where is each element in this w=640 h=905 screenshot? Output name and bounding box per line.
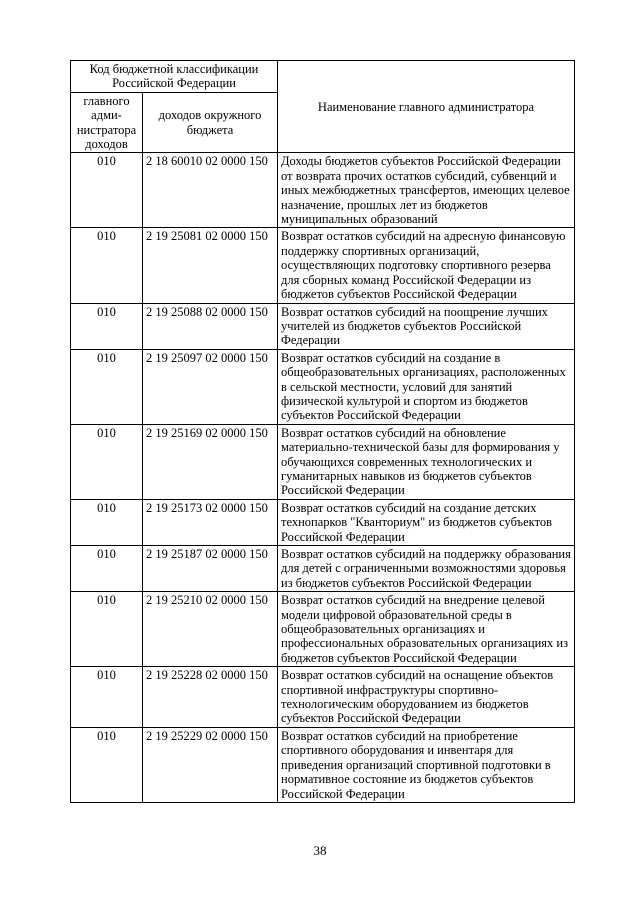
page-number: 38 bbox=[313, 843, 327, 858]
admin-code-cell: 010 bbox=[71, 424, 143, 499]
income-code-cell: 2 18 60010 02 0000 150 bbox=[143, 153, 278, 228]
admin-code-cell: 010 bbox=[71, 303, 143, 349]
administrator-name-cell: Возврат остатков субсидий на адресную финансовую поддержку спортивных организаций, осуществляющих подготовку спортивного резерва для сборных команд Российской Федерации из бюджетов субъектов Российской Федерации bbox=[278, 228, 575, 303]
income-code-cell: 2 19 25097 02 0000 150 bbox=[143, 349, 278, 424]
budget-classification-table bbox=[70, 60, 575, 803]
admin-code-cell: 010 bbox=[71, 349, 143, 424]
administrator-name-cell: Возврат остатков субсидий на внедрение целевой модели цифровой образовательной среды в общеобразовательных организациях и профессиональных образовательных организациях из бюджетов субъектов Российской Федерации bbox=[278, 592, 575, 667]
admin-code-cell: 010 bbox=[71, 499, 143, 545]
table-row bbox=[71, 303, 575, 349]
administrator-name-cell: Возврат остатков субсидий на обновление материально-технической базы для формирования у обучающихся современных технологических и гуманитарных навыков из бюджетов субъектов Российской Федерации bbox=[278, 424, 575, 499]
admin-code-cell: 010 bbox=[71, 727, 143, 802]
admin-code-cell: 010 bbox=[71, 228, 143, 303]
table-row bbox=[71, 546, 575, 592]
administrator-name-cell: Возврат остатков субсидий на приобретение спортивного оборудования и инвентаря для приведения организаций спортивной подготовки в нормативное состояние из бюджетов субъектов Российской Федерации bbox=[278, 727, 575, 802]
table-row bbox=[71, 667, 575, 728]
income-code-cell: 2 19 25173 02 0000 150 bbox=[143, 499, 278, 545]
admin-code-cell: 010 bbox=[71, 667, 143, 728]
header-row-1 bbox=[71, 61, 575, 93]
header-income-cell: доходов окружного бюджета bbox=[143, 92, 278, 153]
administrator-name-cell: Возврат остатков субсидий на поддержку образования для детей с ограниченными возможностями здоровья из бюджетов субъектов Российской Федерации bbox=[278, 546, 575, 592]
administrator-name-cell: Возврат остатков субсидий на создание в общеобразовательных организациях, расположенных в сельской местности, условий для занятий физической культурой и спортом из бюджетов субъектов Российской Федерации bbox=[278, 349, 575, 424]
administrator-name-cell: Доходы бюджетов субъектов Российской Федерации от возврата прочих остатков субсидий, субвенций и иных межбюджетных трансфертов, имеющих целевое назначение, прошлых лет из бюджетов муниципальных образований bbox=[278, 153, 575, 228]
income-code-cell: 2 19 25081 02 0000 150 bbox=[143, 228, 278, 303]
table-row bbox=[71, 349, 575, 424]
header-admin-cell: главного адми-нистратора доходов bbox=[71, 92, 143, 153]
administrator-name-cell: Возврат остатков субсидий на оснащение объектов спортивной инфраструктуры спортивно-технологическим оборудованием из бюджетов субъектов Российской Федерации bbox=[278, 667, 575, 728]
header-name-cell: Наименование главного администратора bbox=[278, 61, 575, 153]
table-row bbox=[71, 727, 575, 802]
admin-code-cell: 010 bbox=[71, 153, 143, 228]
table-row bbox=[71, 424, 575, 499]
table-row bbox=[71, 153, 575, 228]
administrator-name-cell: Возврат остатков субсидий на создание детских технопарков "Кванториум" из бюджетов субъектов Российской Федерации bbox=[278, 499, 575, 545]
header-group-cell: Код бюджетной классификации Российской Федерации bbox=[71, 61, 278, 93]
income-code-cell: 2 19 25088 02 0000 150 bbox=[143, 303, 278, 349]
income-code-cell: 2 19 25210 02 0000 150 bbox=[143, 592, 278, 667]
table-row bbox=[71, 592, 575, 667]
income-code-cell: 2 19 25229 02 0000 150 bbox=[143, 727, 278, 802]
admin-code-cell: 010 bbox=[71, 592, 143, 667]
table-row bbox=[71, 499, 575, 545]
income-code-cell: 2 19 25187 02 0000 150 bbox=[143, 546, 278, 592]
admin-code-cell: 010 bbox=[71, 546, 143, 592]
table-row bbox=[71, 228, 575, 303]
administrator-name-cell: Возврат остатков субсидий на поощрение лучших учителей из бюджетов субъектов Российской Федерации bbox=[278, 303, 575, 349]
income-code-cell: 2 19 25228 02 0000 150 bbox=[143, 667, 278, 728]
income-code-cell: 2 19 25169 02 0000 150 bbox=[143, 424, 278, 499]
